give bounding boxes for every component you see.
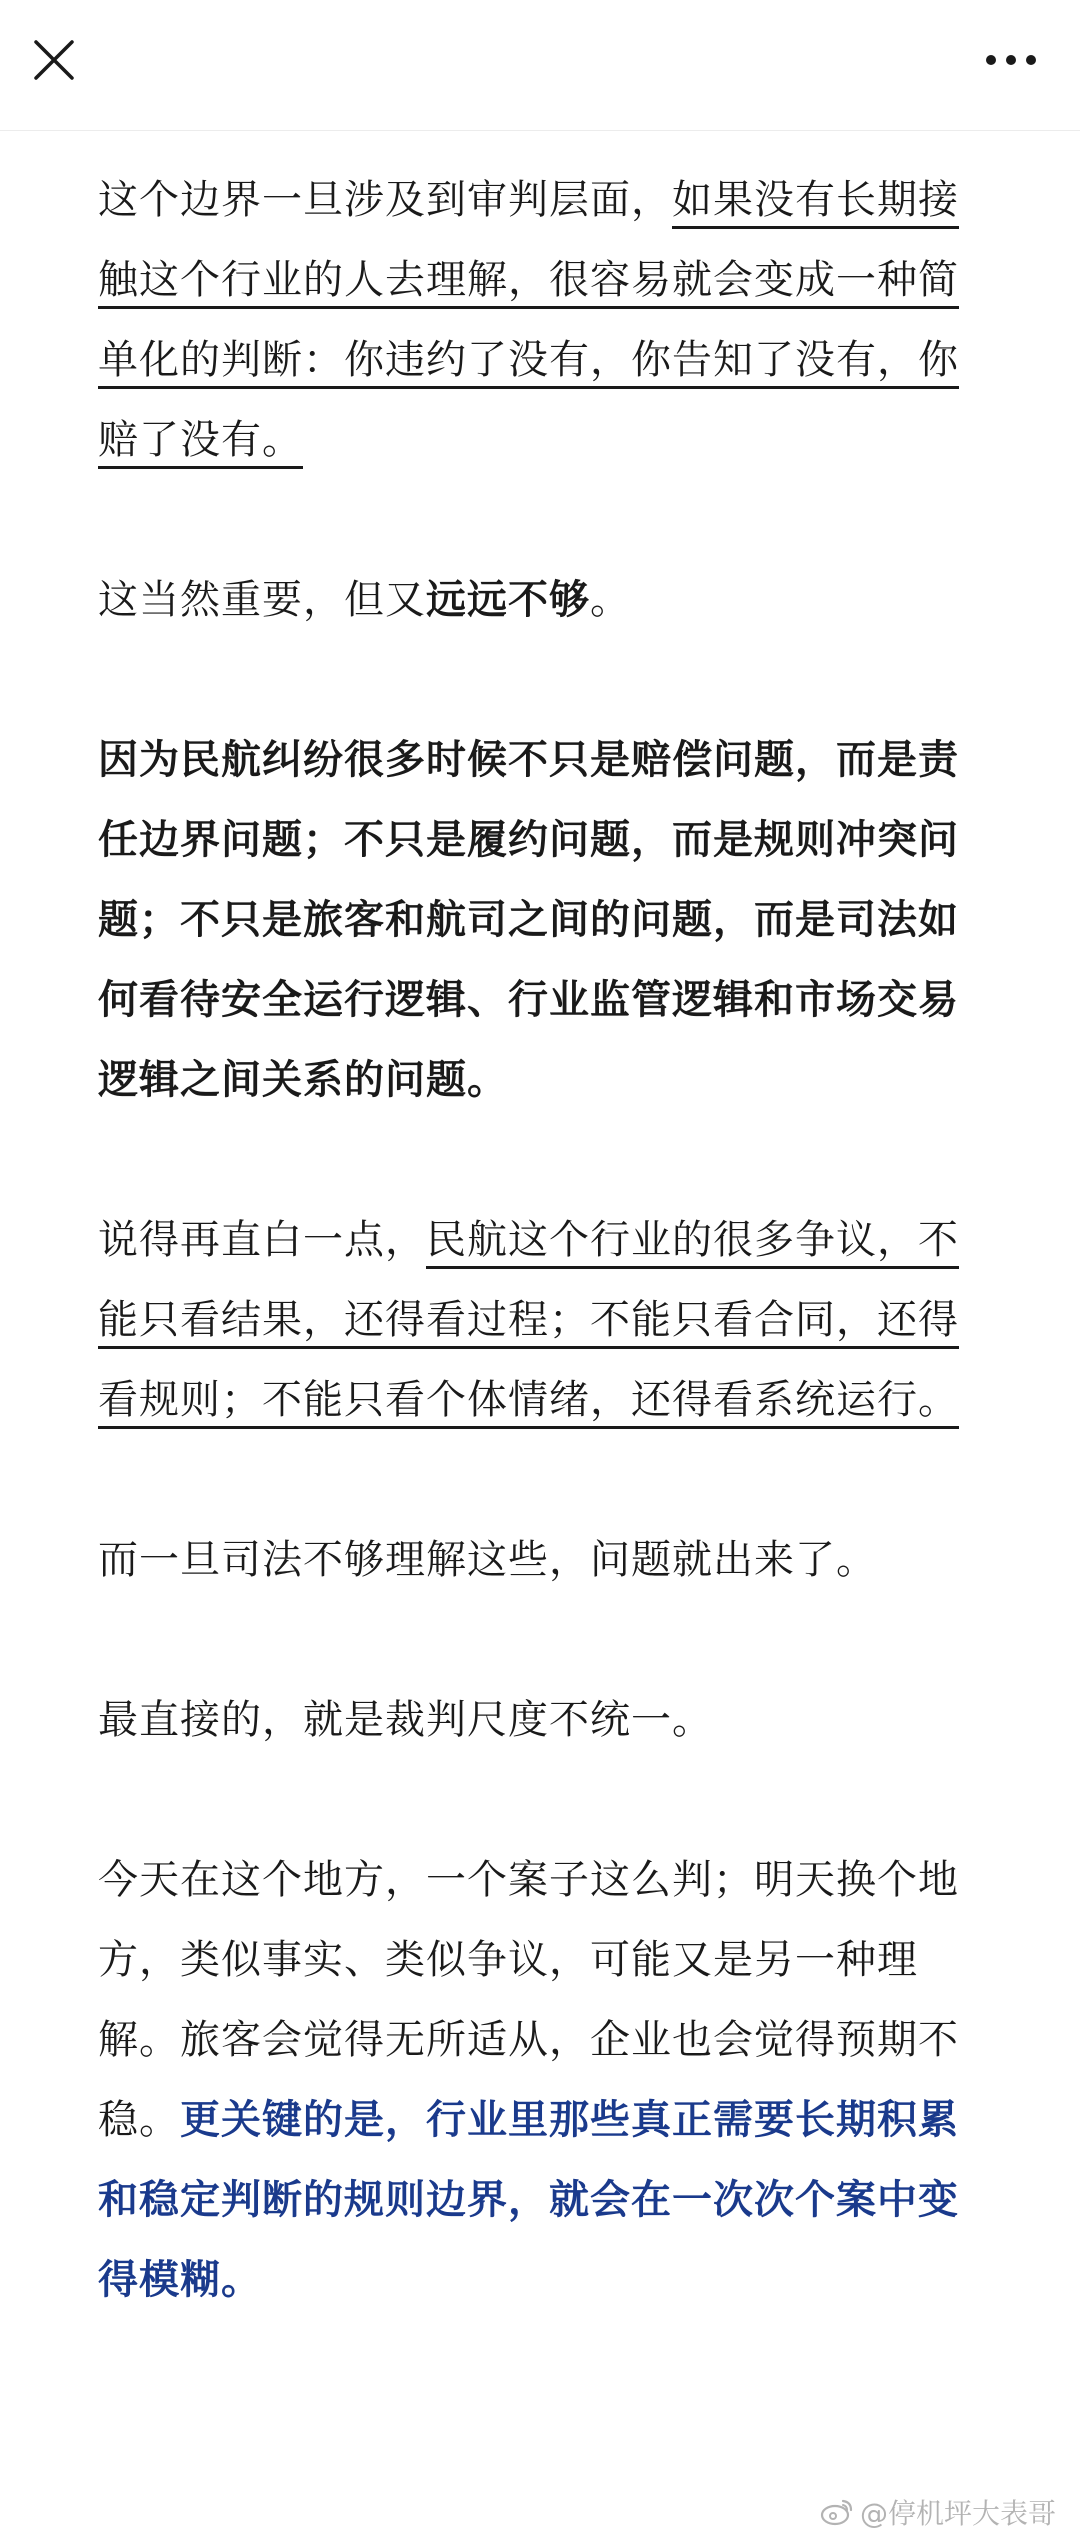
paragraph-2-tail: 。: [590, 577, 631, 623]
paragraph-4: [98, 1200, 988, 1440]
paragraph-2-bold: 远远不够: [426, 577, 590, 623]
weibo-icon: [820, 2498, 854, 2526]
more-options-button[interactable]: [966, 30, 1056, 90]
paragraph-7: [98, 1840, 988, 2320]
close-icon: [33, 39, 75, 81]
paragraph-2: [98, 560, 988, 640]
watermark-text: @停机坪大表哥: [860, 2497, 1057, 2530]
close-button[interactable]: [24, 30, 84, 90]
paragraph-5: 而一旦司法不够理解这些，问题就出来了。: [98, 1537, 877, 1583]
paragraph-7-lead: 今天在这个地方，一个案子这么判；明天换个地方，类似事实、类似争议，可能又是另一种理解。旅客会觉得无所适从，企业也会觉得预期不稳。: [98, 1857, 959, 2143]
paragraph-4-underlined: 民航这个行业的很多争议，不能只看结果，还得看过程；不能只看合同，还得看规则；不能只看个体情绪，还得看系统运行。: [98, 1217, 959, 1423]
paragraph-1-underlined: 如果没有长期接触这个行业的人去理解，很容易就会变成一种简单化的判断：你违约了没有，你告知了没有，你赔了没有。: [98, 177, 959, 463]
top-bar: [0, 0, 1080, 131]
paragraph-1: [98, 160, 988, 480]
paragraph-1-lead: 这个边界一旦涉及到审判层面，: [98, 177, 672, 223]
article-body: [98, 160, 988, 2320]
more-icon: [985, 54, 1037, 66]
paragraph-4-lead: 说得再直白一点，: [98, 1217, 426, 1263]
paragraph-6: 最直接的，就是裁判尺度不统一。: [98, 1697, 713, 1743]
paragraph-7-highlight: 更关键的是，行业里那些真正需要长期积累和稳定判断的规则边界，就会在一次次个案中变得模糊。: [98, 2097, 959, 2303]
paragraph-2-lead: 这当然重要，但又: [98, 577, 426, 623]
paragraph-3: 因为民航纠纷很多时候不只是赔偿问题，而是责任边界问题；不只是履约问题，而是规则冲突问题；不只是旅客和航司之间的问题，而是司法如何看待安全运行逻辑、行业监管逻辑和市场交易逻辑之间关系的问题。: [98, 737, 959, 1103]
watermark: [820, 2492, 1056, 2532]
